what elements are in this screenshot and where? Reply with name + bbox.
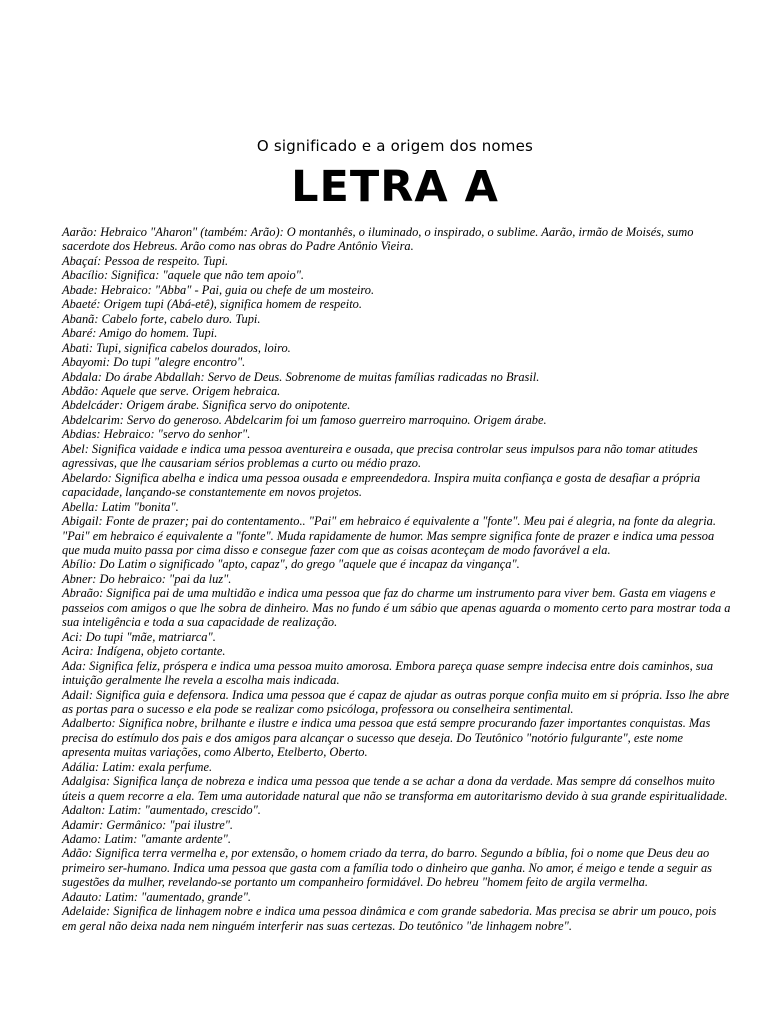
name-entry: Abner: Do hebraico: "pai da luz". xyxy=(62,571,232,586)
document-subtitle: O significado e a origem dos nomes xyxy=(256,137,534,155)
name-entries-list xyxy=(62,225,732,933)
name-entry: Abella: Latim "bonita". xyxy=(62,499,179,514)
name-entry: Adão: Significa terra vermelha e, por extensão, o homem criado da terra, do barro. Segundo a bíblia, foi o nome que Deus deu ao primeiro ser-humano. Indica uma pessoa que gasta com a família todo o dinheiro que ganha. No amor, é meigo e tende a seguir as sugestões da mulher, revelando-se portanto um companheiro formidável. Do hebreu "homem feito de argila vermelha. xyxy=(62,846,712,890)
name-entry: Acira: Indígena, objeto cortante. xyxy=(62,644,226,659)
name-entry: Adauto: Latim: "aumentado, grande". xyxy=(62,889,252,904)
name-entry: Adalgisa: Significa lança de nobreza e indica uma pessoa que tende a se achar a dona da verdade. Mas sempre dá conselhos muito úteis a quem recorre a ela. Tem uma autoridade natural que não se transforma em autoritarismo devido à sua grande espiritualidade. xyxy=(62,774,728,803)
name-entry: Abdelcáder: Origem árabe. Significa servo do onipotente. xyxy=(62,398,351,413)
name-entry: Abdelcarim: Servo do generoso. Abdelcarim foi um famoso guerreiro marroquino. Origem árabe. xyxy=(62,412,547,427)
name-entry: Aarão: Hebraico "Aharon" (também: Arão): O montanhês, o iluminado, o inspirado, o sublime. Aarão, irmão de Moisés, sumo sacerdote dos Hebreus. Arão como nas obras do Padre Antônio Vieira. xyxy=(62,225,694,254)
name-entry: Abade: Hebraico: "Abba" - Pai, guia ou chefe de um mosteiro. xyxy=(62,282,375,297)
name-entry: Abelardo: Significa abelha e indica uma pessoa ousada e empreendedora. Inspira muita confiança e gosta de desafiar a própria capacidade, lançando-se constantemente em novos projetos. xyxy=(62,470,701,500)
name-entry: Abaçaí: Pessoa de respeito. Tupi. xyxy=(62,253,229,268)
name-entry: Abaeté: Origem tupi (Abá-etê), significa homem de respeito. xyxy=(62,297,362,312)
name-entry: Abraão: Significa pai de uma multidão e indica uma pessoa que faz do charme um instrumento para viver bem. Gasta em viagens e passeios com amigos o que lhe sobra de dinheiro. Mas no fundo é um sábio que apenas aguarda o momento certo para mostrar toda a sua inteligência e toda a sua capacidade de realização. xyxy=(62,586,731,630)
name-entry: Adalberto: Significa nobre, brilhante e ilustre e indica uma pessoa que está sempre procurando fazer importantes conquistas. Mas precisa do estímulo dos pais e dos amigos para alcançar o sucesso que deseja. Do Teutônico "notório fulgurante", este nome apresenta muitas variações, como Alberto, Etelberto, Oberto. xyxy=(62,716,711,760)
name-entry: Abayomi: Do tupi "alegre encontro". xyxy=(62,355,246,370)
name-entry: Abdias: Hebraico: "servo do senhor". xyxy=(62,427,251,442)
name-entry: Abaré: Amigo do homem. Tupi. xyxy=(62,326,218,341)
name-entry: Ada: Significa feliz, próspera e indica uma pessoa muito amorosa. Embora pareça quase sempre indecisa entre dois caminhos, sua intuição geralmente lhe revela a escolha mais indicada. xyxy=(62,658,714,688)
name-entry: Abdão: Aquele que serve. Origem hebraica. xyxy=(62,383,281,398)
name-entry: Abanã: Cabelo forte, cabelo duro. Tupi. xyxy=(62,311,261,326)
name-entry: Abigail: Fonte de prazer; pai do contentamento.. "Pai" em hebraico é equivalente a "fonte". Meu pai é alegria, na fonte da alegria. "Pai" em hebraico é equivalente a "fonte". Muda rapidamente de humor. Mas sempre significa fonte de prazer e indica uma pessoa que muda muito passa por cima disso e consegue fazer com que as coisas aconteçam de modo favorável a ela. xyxy=(62,514,716,557)
document-title: LETRA A xyxy=(291,162,499,212)
name-entry: Abdala: Do árabe Abdallah: Servo de Deus. Sobrenome de muitas famílias radicadas no Brasil. xyxy=(62,369,540,384)
name-entry: Abílio: Do Latim o significado "apto, capaz", do grego "aquele que é incapaz da vingança". xyxy=(62,557,520,572)
name-entry: Adalton: Latim: "aumentado, crescido". xyxy=(62,803,261,818)
name-entry: Adamir: Germânico: "pai ilustre". xyxy=(62,817,234,832)
name-entry: Abacílio: Significa: "aquele que não tem apoio". xyxy=(62,268,304,283)
name-entry: Abati: Tupi, significa cabelos dourados, loiro. xyxy=(62,340,291,355)
name-entry: Abel: Significa vaidade e indica uma pessoa aventureira e ousada, que precisa controlar seus impulsos para não tomar atitudes agressivas, que lhe causariam sérios problemas a curto ou médio prazo. xyxy=(62,441,698,471)
name-entry: Aci: Do tupi "mãe, matriarca". xyxy=(62,629,216,644)
name-entry: Adail: Significa guia e defensora. Indica uma pessoa que é capaz de ajudar as outras porque confia muito em si própria. Isso lhe abre as portas para o sucesso e ela pode se realizar como psicóloga, professora ou conselheira sentimental. xyxy=(62,687,730,716)
name-entry: Adelaide: Significa de linhagem nobre e indica uma pessoa dinâmica e com grande sabedoria. Mas precisa se abrir um pouco, pois em geral não deixa nada nem ninguém interferir nas suas certezas. Do teutônico "de linhagem nobre". xyxy=(62,904,717,933)
name-entry: Adamo: Latim: "amante ardente". xyxy=(62,832,231,847)
name-entry: Adália: Latim: exala perfume. xyxy=(62,759,213,774)
